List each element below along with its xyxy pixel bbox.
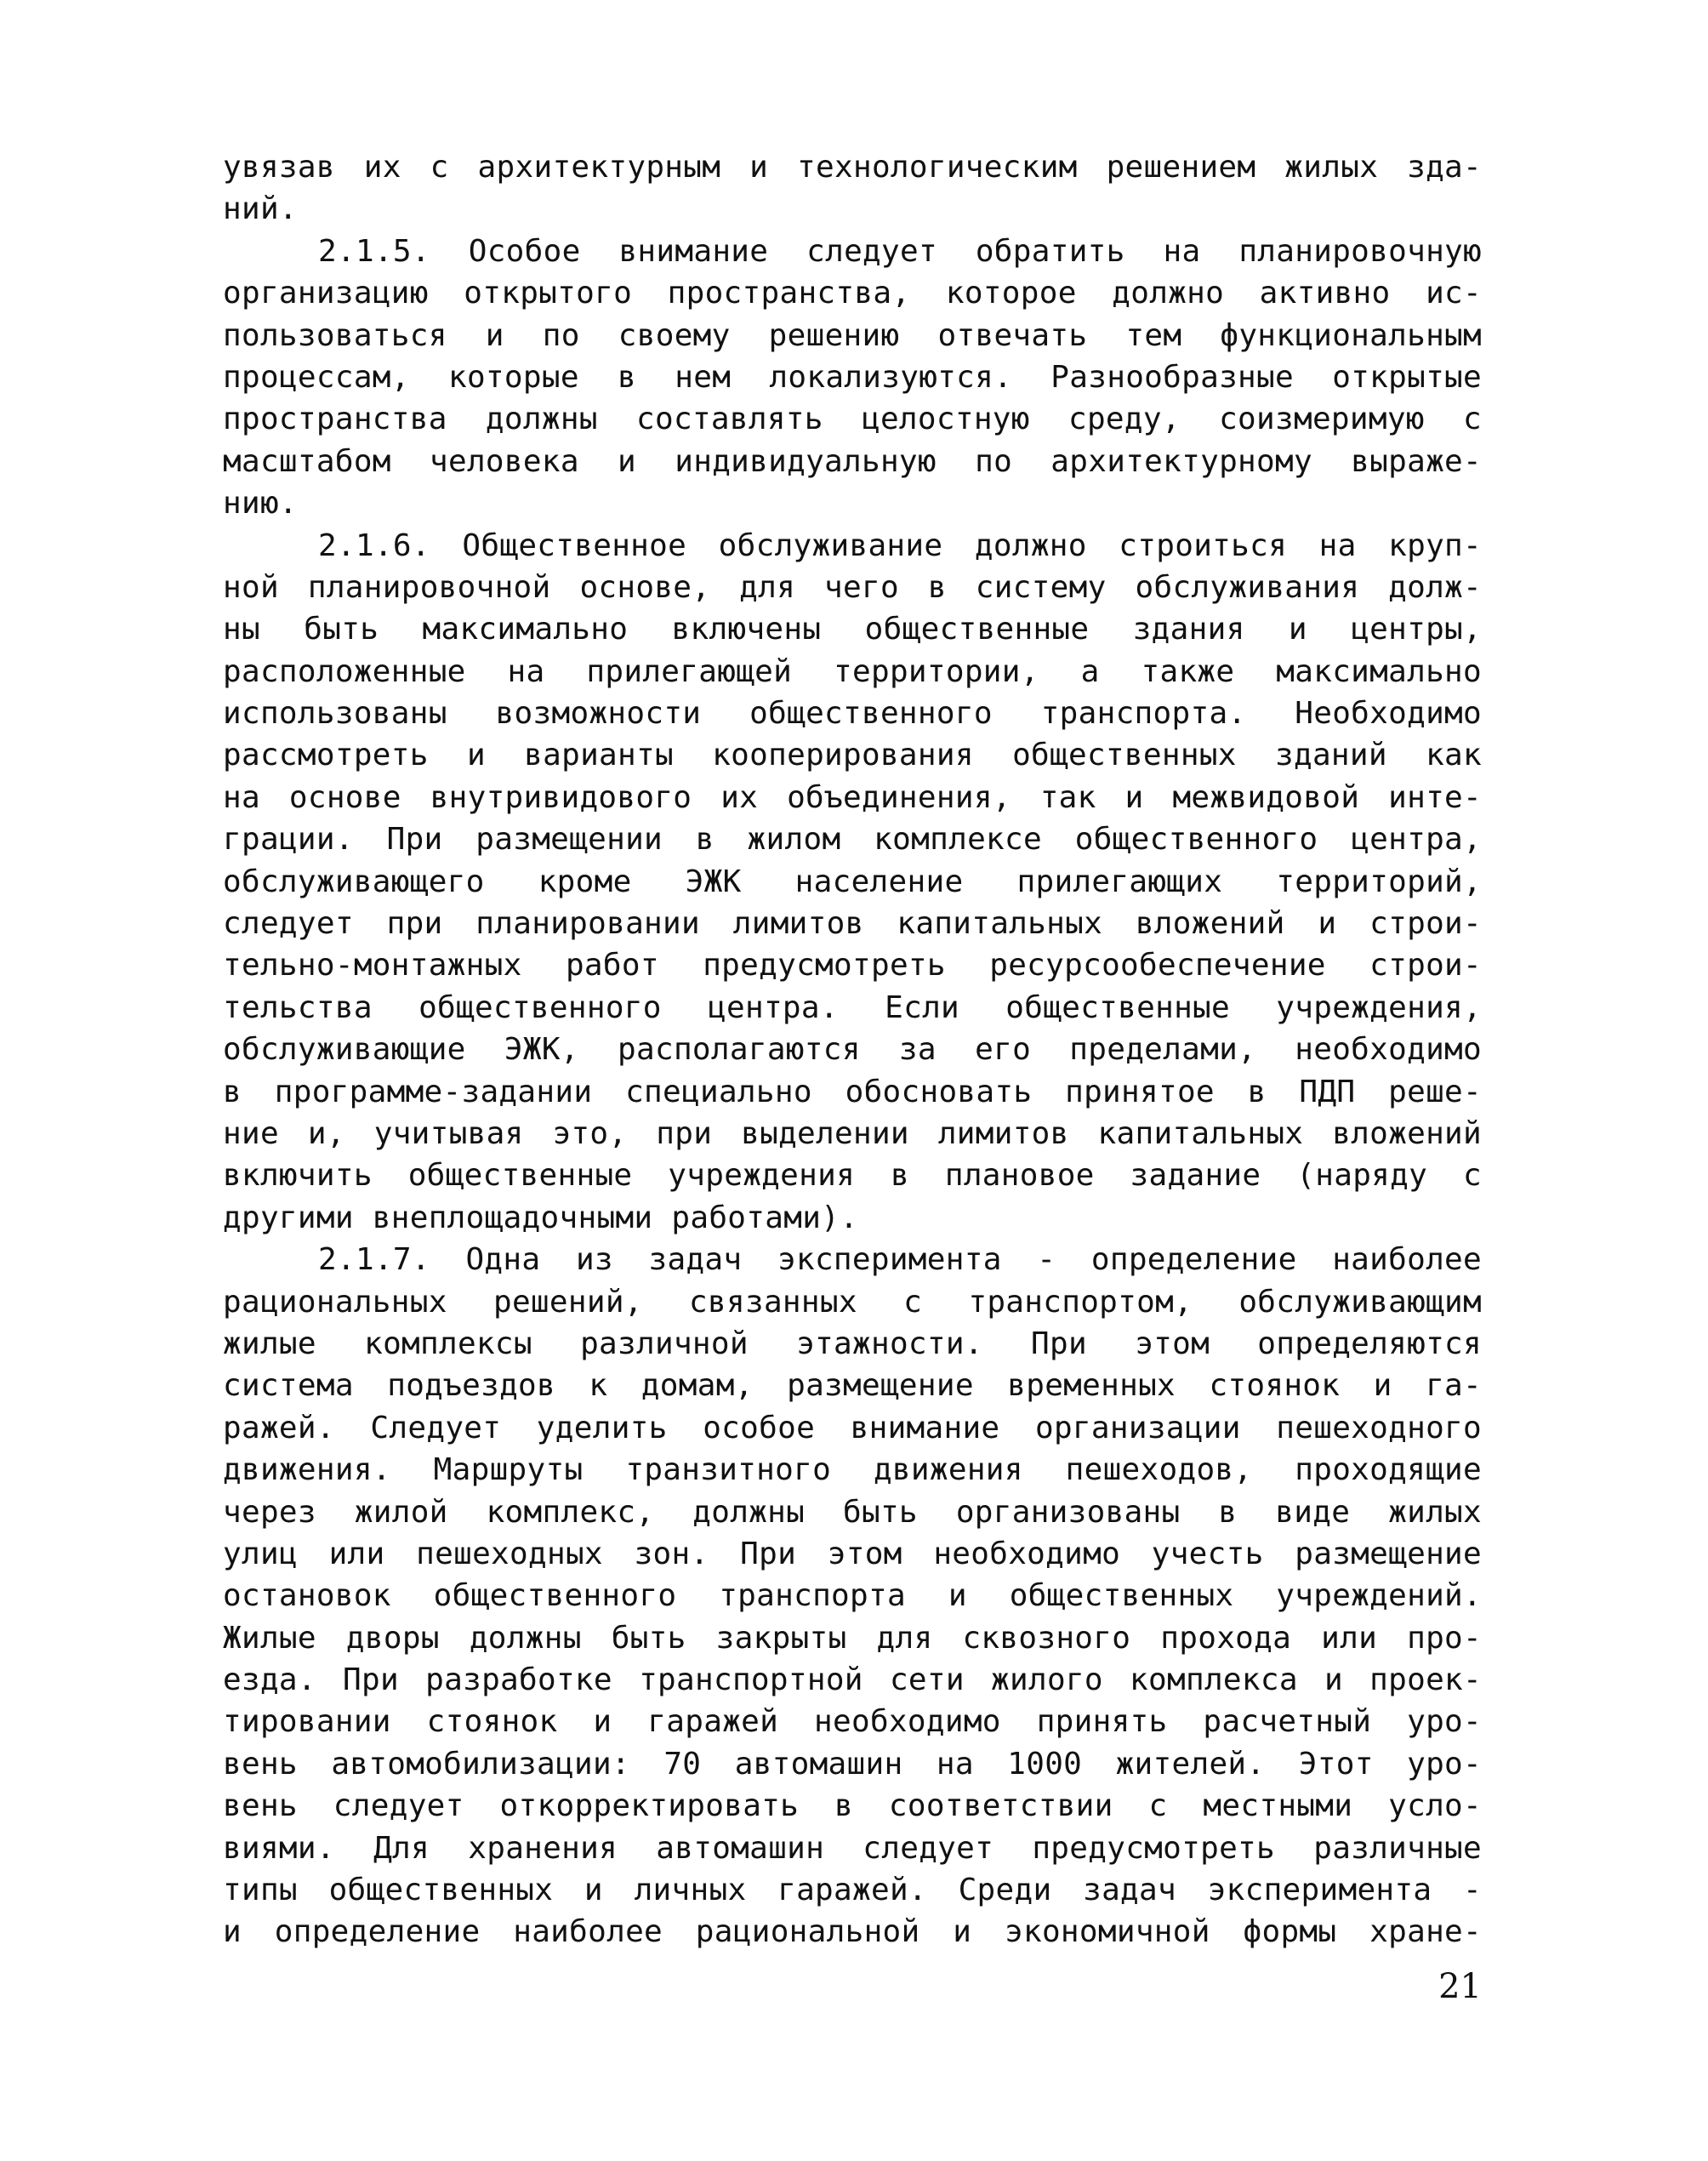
text-line: остановок общественного транспорта и общественных учреждений. <box>223 1578 1482 1614</box>
text-line: ний. <box>223 191 298 227</box>
text-line: вень автомобилизации: 70 автомашин на 1000 жителей. Этот уро- <box>223 1746 1482 1782</box>
text-line: ной планировочной основе, для чего в систему обслуживания долж- <box>223 569 1482 605</box>
text-line: и определение наиболее рациональной и экономичной формы хране- <box>223 1914 1482 1950</box>
text-line: езда. При разработке транспортной сети жилого комплекса и проек- <box>223 1662 1482 1698</box>
text-line: в программе-задании специально обосновать принятое в ПДП реше- <box>223 1074 1482 1109</box>
text-line: Жилые дворы должны быть закрыты для сквозного прохода или про- <box>223 1620 1482 1656</box>
text-line: улиц или пешеходных зон. При этом необходимо учесть размещение <box>223 1536 1482 1571</box>
text-line: жилые комплексы различной этажности. При этом определяются <box>223 1326 1482 1361</box>
text-line: рассмотреть и варианты кооперирования общественных зданий как <box>223 738 1482 773</box>
text-line: тельно-монтажных работ предусмотреть ресурсообеспечение строи- <box>223 948 1482 984</box>
paragraph-first-line: 2.1.7. Одна из задач эксперимента - определение наиболее <box>318 1242 1482 1278</box>
text-line: рациональных решений, связанных с транспортом, обслуживающим <box>223 1284 1482 1320</box>
text-line: обслуживающие ЭЖК, располагаются за его пределами, необходимо <box>223 1032 1482 1068</box>
text-line: организацию открытого пространства, которое должно активно ис- <box>223 276 1482 311</box>
text-line: через жилой комплекс, должны быть организованы в виде жилых <box>223 1494 1482 1530</box>
paragraph-first-line: 2.1.6. Общественное обслуживание должно строиться на круп- <box>318 527 1482 563</box>
text-line: процессам, которые в нем локализуются. Разнообразные открытые <box>223 359 1482 395</box>
text-line: ражей. Следует уделить особое внимание организации пешеходного <box>223 1410 1482 1445</box>
text-line: ны быть максимально включены общественные здания и центры, <box>223 612 1482 647</box>
body-text <box>223 146 1482 1953</box>
text-line: система подъездов к домам, размещение временных стоянок и га- <box>223 1368 1482 1404</box>
text-line: обслуживающего кроме ЭЖК население прилегающих территорий, <box>223 864 1482 899</box>
text-line: ние и, учитывая это, при выделении лимитов капитальных вложений <box>223 1115 1482 1151</box>
text-line: масштабом человека и индивидуальную по архитектурному выраже- <box>223 443 1482 479</box>
text-line: виями. Для хранения автомашин следует предусмотреть различные <box>223 1830 1482 1866</box>
text-line: использованы возможности общественного транспорта. Необходимо <box>223 696 1482 732</box>
text-line: на основе внутривидового их объединения, так и межвидовой инте- <box>223 779 1482 815</box>
text-line: грации. При размещении в жилом комплексе общественного центра, <box>223 822 1482 858</box>
text-line: нию. <box>223 486 298 522</box>
text-line: расположенные на прилегающей территории, а также максимально <box>223 653 1482 689</box>
text-line: тировании стоянок и гаражей необходимо принять расчетный уро- <box>223 1704 1482 1740</box>
text-line: вень следует откорректировать в соответствии с местными усло- <box>223 1788 1482 1824</box>
text-line: движения. Маршруты транзитного движения пешеходов, проходящие <box>223 1452 1482 1488</box>
text-line: тельства общественного центра. Если общественные учреждения, <box>223 989 1482 1025</box>
text-line: увязав их с архитектурным и технологическим решением жилых зда- <box>223 150 1482 185</box>
text-line: типы общественных и личных гаражей. Среди задач эксперимента - <box>223 1873 1482 1908</box>
text-line: следует при планировании лимитов капитальных вложений и строи- <box>223 906 1482 942</box>
text-line: пользоваться и по своему решению отвечать тем функциональным <box>223 317 1482 353</box>
page-number: 21 <box>1438 1967 1482 2006</box>
text-line: включить общественные учреждения в плановое задание (наряду с <box>223 1158 1482 1194</box>
text-line: пространства должны составлять целостную среду, соизмеримую с <box>223 402 1482 437</box>
paragraph-first-line: 2.1.5. Особое внимание следует обратить на планировочную <box>318 233 1482 269</box>
text-line: другими внеплощадочными работами). <box>223 1200 859 1235</box>
